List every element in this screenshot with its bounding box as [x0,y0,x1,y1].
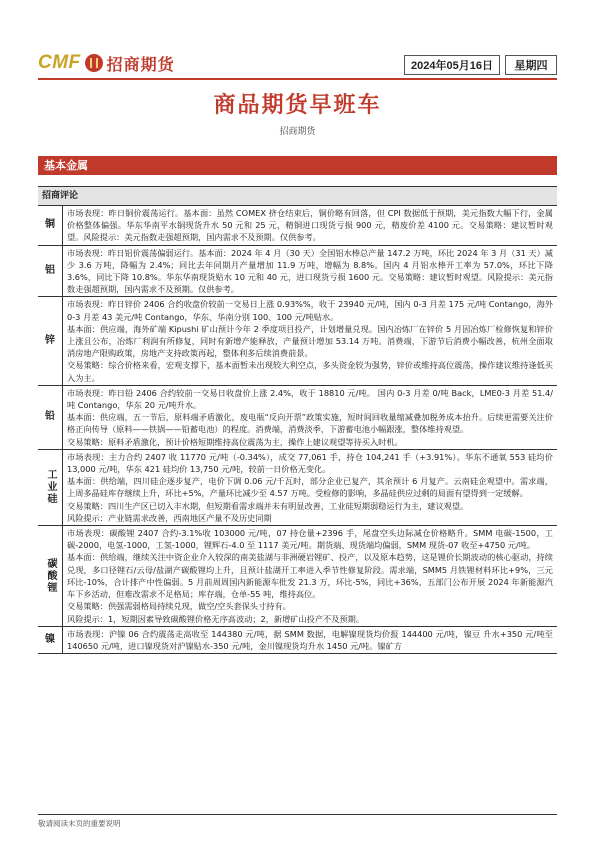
row-content [63,246,557,297]
company-logo [38,52,175,74]
footer-rule [38,814,557,815]
row-content [63,627,557,653]
table-row [38,450,557,526]
content-paragraph: 风险提示：产业链需求改善，西南地区产量不及历史同期 [67,512,272,523]
content-paragraph: 交易策略：原料矛盾激化，预计价格短期维持高位震荡为主，操作上建议观望等待买入时机。 [67,436,403,447]
row-content [63,206,557,245]
content-paragraph: 市场表现：昨日铜价震荡运行。基本面：虽然 COMEX 挤仓结束后，铜价略有回落，但 CPI 数据低于预期，美元指数大幅下行，金属价格整体偏强。华东华南平水铜现货升水 50 元和 25 元，精铜进口现货亏损 900 元，精废价差 4100 元。交易策略：建议暂时观望。风险提示：美元指数走强超预期，国内需求不及预期。仅供参考。 [67,208,553,243]
row-category: 工业硅 [38,450,63,525]
content-paragraph: 交易策略：供强需弱格局持续兑现，做空/空头套保头寸持有。 [67,601,291,612]
row-category: 铜 [38,206,63,245]
row-category: 镍 [38,627,63,653]
logo-text-cn: 招商期货 [106,54,175,74]
content-paragraph: 基本面：供给端，四川硅企逐步复产，电价下调 0.06 元/千瓦时，部分企业已复产，其余预计 6 月复产。云南硅企观望中。需求端，上周多晶硅库存继续上升，环比+5%，产量环比减少至 4.57 万吨。受检修的影响，多晶硅供应过剩的局面有望得到一定缓解。 [67,476,553,499]
row-category: 铝 [38,246,63,297]
content-paragraph: 基本面：供给端，继续关注中资企业介入较深的南美盐湖与非洲硬岩锂矿、投产，以及原本趋势，这是锂价长期波动的核心驱动，持续兑现，多口径锂石/云母/盐湖产碳酸锂均上升，且预计盐湖开工率进入季节性修复阶段。需求端，SMM5 月铁锂材料环比+9%，三元环比-10%，合计排产中性偏弱。5 月前周周国内新能源车批发 21.3 万，环比-5%，同比+36%，五部门公布开展 2024 年新能源汽车下乡活动，但难改需求不足格局；库存端，仓单-55 吨，维持高位。 [67,552,553,600]
table-row [38,297,557,385]
footer-note: 敬请阅读末页的重要说明 [38,819,121,828]
report-date: 2024年05月16日 [404,55,500,75]
table-header: 招商评论 [38,187,557,206]
row-content [63,297,557,384]
content-paragraph: 交易策略：综合价格来看，宏观支撑下，基本面暂未出现较大利空点，多头资金较为强势，锌价或维持高位震荡，操作建议维持逢低买入为主。 [67,360,553,383]
page-title: 商品期货早班车 [213,93,382,118]
row-content [63,386,557,449]
table-row [38,246,557,298]
content-paragraph: 市场表现：碳酸锂 2407 合约-3.1%收 103000 元/吨，07 持仓量+2396 手，尾盘空头边际减仓价格略升。SMM 电碳-1500，工碳-2000，电氢-1000，工氢-1000，锂辉石-4.0 至 1117 美元/吨。期货端、现货端均偏弱，SMM 现货-07 收至+4750 元/吨。 [67,528,553,551]
row-content [63,450,557,525]
logo-text-en: CMF [38,52,81,73]
table-row [38,386,557,450]
content-paragraph: 基本面：供应端，海外矿端 Kipushi 矿山预计今年 2 季度项目投产，计划增量兑现。国内冶炼厂在锌价 5 月因冶炼厂检修恢复和锌价上涨且公布，冶炼厂利润有所修复，同时有新增产能释放，产量预计增加 53.14 万吨。消费端，下游节后消费小幅改善，杭州全面取消房地产限购政策，房地产支持政策再起，整体利多后续消费前景。 [67,323,553,359]
header-rule [38,78,557,80]
table-row [38,526,557,627]
table-row [38,627,557,654]
section-header: 基本金属 [38,156,557,175]
logo-emblem-icon [85,54,103,72]
commentary-table [38,186,557,654]
report-weekday: 星期四 [505,55,557,75]
content-paragraph: 市场表现：主力合约 2407 收 11770 元/吨（-0.34%），成交 77,061 手，持仓 104,241 手（+3.91%）。华东不通氧 553 硅均价 13,000 元/吨，华东 421 硅均价 13,750 元/吨，较前一日价格无变化。 [67,451,553,475]
content-paragraph: 市场表现：昨日铅 2406 合约较前一交易日收盘价上涨 2.4%，收于 18810 元/吨。 国内 0-3 月差 0/吨 Back，LME0-3 月差 51.4/吨 Contango，华东 20 元/吨升水。 [67,387,553,411]
content-paragraph: 风险提示：1，短期因素导致碳酸锂价格无序高波动；2，新增矿山投产不及预期。 [67,613,364,624]
page-subtitle: 招商期货 [279,127,316,137]
row-category: 锌 [38,297,63,384]
row-category: 碳酸锂 [38,526,63,626]
row-category: 铅 [38,386,63,449]
content-paragraph: 交易策略：四川生产区已切入丰水期，但短期看需求端并未有明显改善，工业硅短期弱稳运行为主，建议观望。 [67,500,469,511]
content-paragraph: 市场表现：沪镍 06 合约震荡走高收至 144380 元/吨，据 SMM 数据，电解镍现货均价报 144400 元/吨，镍豆 升水+350 元/吨至 140650 元/吨，进口镍现货对沪镍贴水-350 元/吨，金川镍现货均升水 1450 元/吨。镍矿方 [67,628,553,651]
content-paragraph: 市场表现：昨日铝价震荡偏弱运行。基本面：2024 年 4 月（30 天）全国铝水棒总产量 147.2 万吨，环比 2024 年 3 月（31 天）减少 3.6 万吨，降幅为 2.4%；同比去年同期月产量增加 11.9 万吨，增幅为 8.8%。国内 4 月铝水棒开工率为 57.0%，环比下降 3.6%，同比下降 10.8%。华东华南现货贴水 10 元和 40 元，进口现货亏损 1600 元。交易策略：建议暂时观望。风险提示：美元指数走强超预期，国内需求不及预期。仅供参考。 [67,247,553,295]
table-row [38,206,557,246]
content-paragraph: 基本面：供应端，五一节后，原料端矛盾激化，废电瓶“反向开票”政策实施，短时间回收量缩减叠加税务成本抬升。后续更需要关注价格正向传导（原料——铁锅——铅蓄电池）的程度。消费端，消费淡季，下游蓄电池小幅跟涨，整体维持观望。 [67,412,553,435]
row-content [63,526,557,626]
content-paragraph: 市场表现：昨日锌价 2406 合约收盘价较前一交易日上涨 0.93%%，收于 23940 元/吨，国内 0-3 月差 175 元/吨 Contango，海外 0-3 月差 43 美元/吨 Contango，华东、华南分别 100、100 元/吨贴水。 [67,299,553,322]
